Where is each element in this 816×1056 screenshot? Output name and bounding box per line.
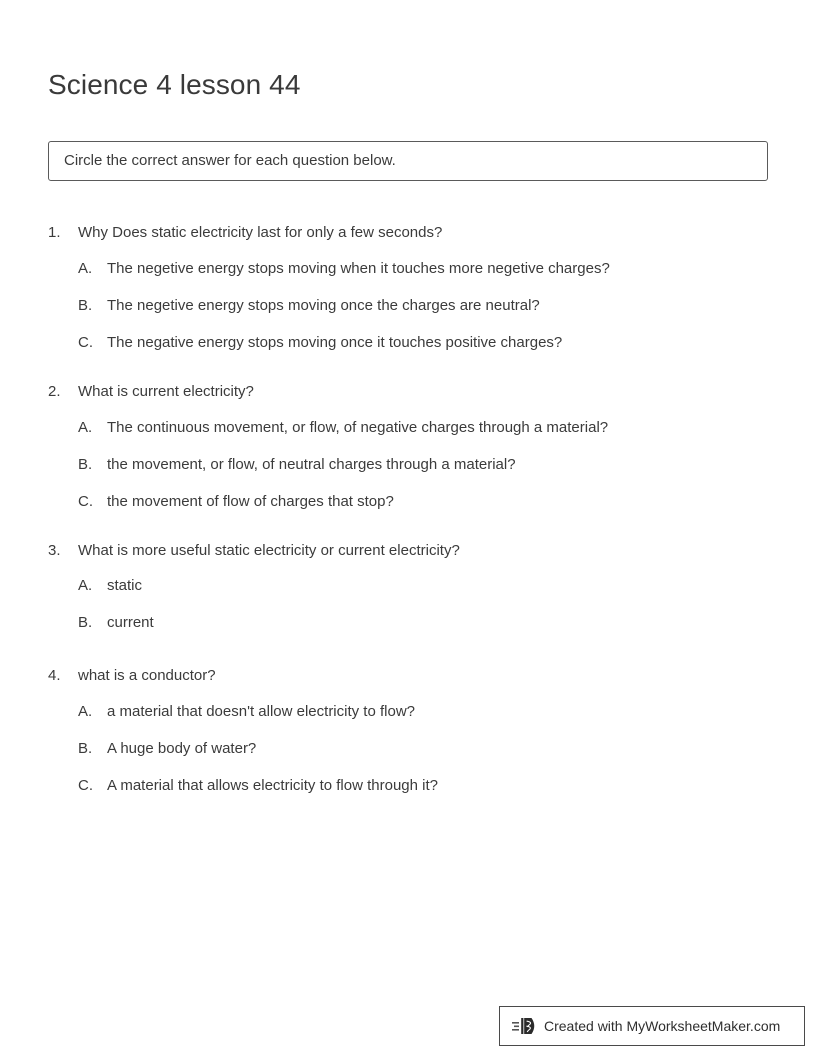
option-letter: A.	[78, 259, 93, 277]
badge-credit-text: Created with MyWorksheetMaker.com	[544, 1017, 781, 1034]
option-letter: C.	[78, 333, 93, 351]
option-row[interactable]	[78, 490, 774, 514]
option-text: current	[107, 614, 154, 632]
created-with-badge[interactable]	[499, 1006, 805, 1046]
option-row[interactable]	[78, 294, 774, 318]
question-block	[48, 665, 774, 798]
option-text: the movement, or flow, of neutral charges through a material?	[107, 455, 516, 473]
options-list	[48, 574, 774, 635]
option-text: The negative energy stops moving once it touches positive charges?	[107, 333, 563, 351]
question-text: What is more useful static electricity or current electricity?	[78, 541, 460, 559]
option-text: A material that allows electricity to flow through it?	[107, 777, 438, 794]
question-row	[48, 540, 774, 562]
option-text: the movement of flow of charges that stop?	[107, 492, 394, 510]
question-number: 1.	[48, 224, 61, 241]
option-text: a material that doesn't allow electricity to flow?	[107, 703, 416, 720]
option-letter: B.	[78, 614, 93, 632]
option-row[interactable]	[78, 257, 774, 281]
instruction-box	[48, 141, 768, 181]
question-row	[48, 381, 774, 403]
question-block	[48, 381, 774, 514]
option-letter: A.	[78, 418, 93, 436]
questions-list	[48, 222, 774, 798]
options-list	[48, 700, 774, 798]
question-row	[48, 222, 774, 244]
option-row[interactable]	[78, 700, 774, 724]
option-letter: B.	[78, 455, 93, 473]
question-text: what is a conductor?	[78, 667, 216, 685]
option-row[interactable]	[78, 737, 774, 761]
option-letter: C.	[78, 777, 93, 795]
question-block	[48, 222, 774, 355]
option-text: The continuous movement, or flow, of negative charges through a material?	[107, 418, 609, 436]
option-text: The negetive energy stops moving when it touches more negetive charges?	[107, 259, 610, 277]
question-text: What is current electricity?	[78, 382, 254, 400]
question-number: 4.	[48, 667, 61, 685]
options-list	[48, 416, 774, 514]
question-number: 3.	[48, 541, 61, 559]
option-text: The negetive energy stops moving once the charges are neutral?	[107, 296, 540, 314]
option-row[interactable]	[78, 574, 774, 598]
option-row[interactable]	[78, 453, 774, 477]
option-row[interactable]	[78, 416, 774, 440]
option-row[interactable]	[78, 774, 774, 798]
myworksheetmaker-logo-icon	[512, 1015, 538, 1037]
page-title: Science 4 lesson 44	[48, 68, 301, 100]
option-row[interactable]	[78, 331, 774, 355]
option-letter: A.	[78, 703, 93, 721]
option-letter: B.	[78, 296, 93, 314]
option-letter: B.	[78, 740, 93, 758]
option-text: A huge body of water?	[107, 740, 257, 757]
question-text: Why Does static electricity last for only a few seconds?	[78, 224, 443, 241]
question-number: 2.	[48, 382, 61, 400]
question-block	[48, 540, 774, 636]
question-row	[48, 665, 774, 687]
option-letter: A.	[78, 577, 93, 595]
instruction-text: Circle the correct answer for each question below.	[64, 152, 396, 170]
option-row[interactable]	[78, 611, 774, 635]
options-list	[48, 257, 774, 355]
option-text: static	[107, 577, 143, 595]
option-letter: C.	[78, 492, 93, 510]
